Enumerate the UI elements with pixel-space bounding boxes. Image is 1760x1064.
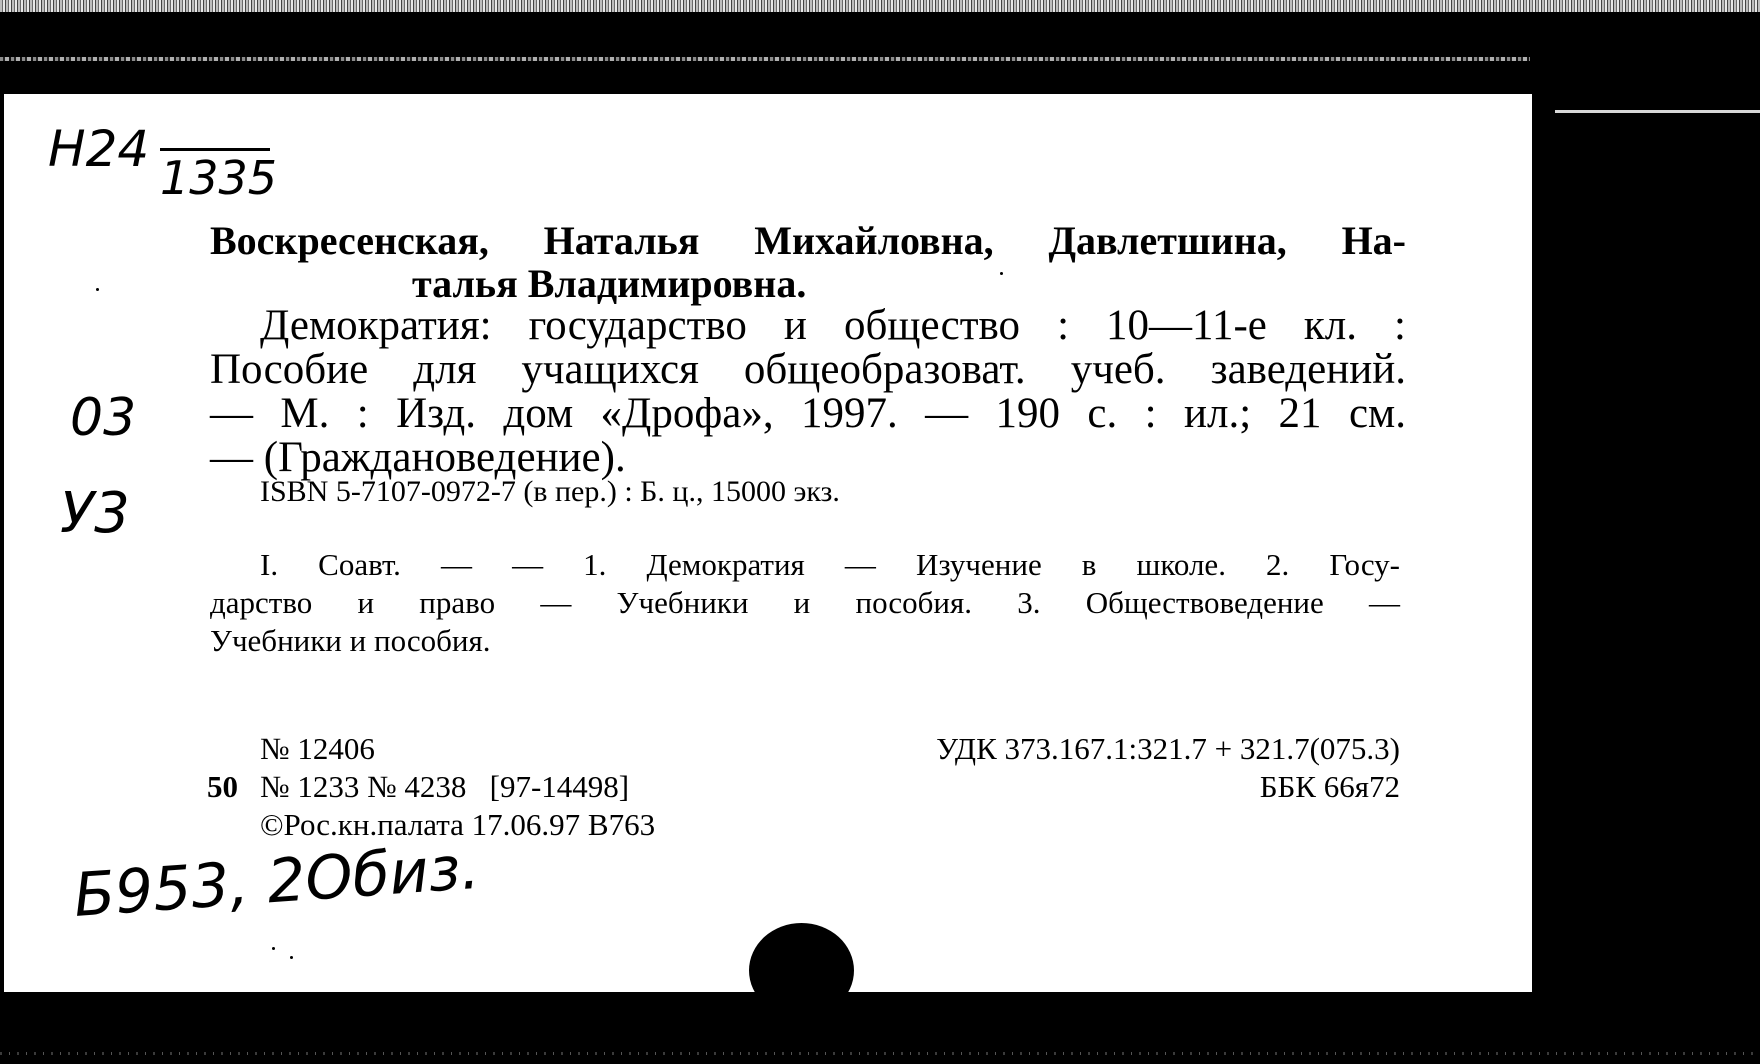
card-punch-hole <box>749 923 854 1018</box>
catalog-card <box>4 94 1532 992</box>
scan-top-edge <box>0 0 1760 12</box>
shelf-mark-number: 1335 <box>160 151 278 205</box>
author-heading-line-2: талья Владимировна. <box>412 261 807 306</box>
scan-speck <box>1000 272 1003 275</box>
copyright-line: ©Рос.кн.палата 17.06.97 В763 <box>260 807 656 842</box>
tracing-line-3: Учебники и пособия. <box>210 623 491 658</box>
series-number-prefix: 50 <box>207 769 238 804</box>
bbk-code: ББК 66я72 <box>1259 769 1400 804</box>
scan-bottom-edge <box>0 1052 1760 1055</box>
series-numbers: № 1233 № 4238 [97-14498] <box>260 769 630 804</box>
author-heading-line-1: Воскресенская, Наталья Михайловна, Давлетшина, На- <box>210 218 1406 263</box>
scan-top-line <box>0 57 1530 61</box>
scan-speck <box>96 288 99 291</box>
handwritten-class-code-1: 03 <box>70 388 137 448</box>
imprint-line: — М. : Изд. дом «Дрофа», 1997. — 190 с. : ил.; 21 см. <box>210 390 1406 437</box>
handwritten-inventory-note: Б953, 2Обиз. <box>71 832 482 931</box>
scan-right-line <box>1555 110 1760 113</box>
series-line: — (Граждановедение). <box>210 434 626 481</box>
tracing-line-1: I. Соавт. — — 1. Демократия — Изучение в школе. 2. Госу- <box>260 547 1400 582</box>
handwritten-shelf-number <box>160 148 278 205</box>
tracing-line-2: дарство и право — Учебники и пособия. 3. Обществоведение — <box>210 585 1400 620</box>
udc-code: УДК 373.167.1:321.7 + 321.7(075.3) <box>936 731 1400 766</box>
title-line-1: Демократия: государство и общество : 10—11-е кл. : <box>260 302 1406 349</box>
handwritten-class-code-2: У3 <box>60 481 130 546</box>
title-line-2: Пособие для учащихся общеобразоват. учеб. заведений. <box>210 346 1406 393</box>
record-number: № 12406 <box>260 731 375 766</box>
scan-speck <box>272 947 275 950</box>
isbn-line: ISBN 5-7107-0972-7 (в пер.) : Б. ц., 15000 экз. <box>260 475 840 508</box>
scan-speck <box>290 956 293 959</box>
handwritten-shelf-mark <box>48 120 150 178</box>
shelf-mark-prefix: Н24 <box>48 120 150 178</box>
